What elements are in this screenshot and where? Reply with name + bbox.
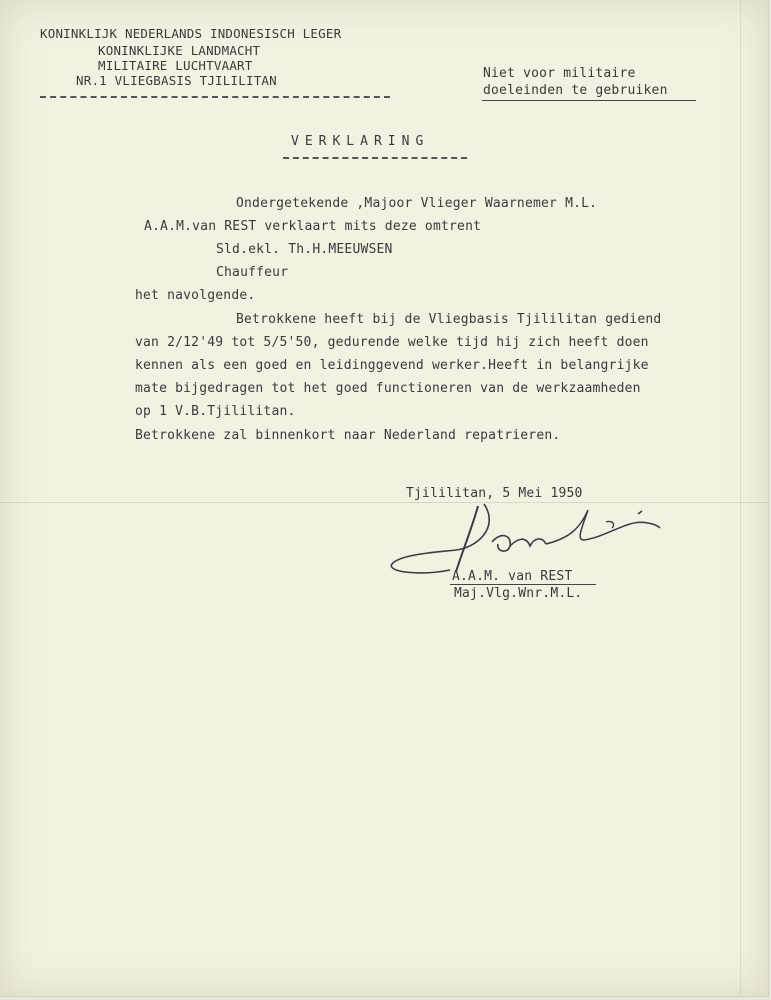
document-title: VERKLARING	[291, 134, 430, 149]
letterhead-line-1: KONINKLIJK NEDERLANDS INDONESISCH LEGER	[40, 26, 342, 41]
body-line-6: Betrokkene heeft bij de Vliegbasis Tjililitan gediend	[236, 312, 662, 327]
letterhead-line-4: NR.1 VLIEGBASIS TJILILITAN	[76, 73, 277, 88]
notice-line-2: doeleinden te gebruiken	[483, 83, 668, 98]
body-line-8: kennen als een goed en leidinggevend werker.Heeft in belangrijke	[135, 358, 649, 373]
notice-line-1: Niet voor militaire	[483, 66, 636, 81]
title-underline	[283, 157, 467, 159]
body-line-3: Sld.ekl. Th.H.MEEUWSEN	[216, 242, 393, 257]
signatory-rank: Maj.Vlg.Wnr.M.L.	[454, 586, 583, 601]
signatory-name: A.A.M. van REST	[452, 569, 573, 584]
body-line-10: op 1 V.B.Tjililitan.	[135, 404, 296, 419]
place-date: Tjililitan, 5 Mei 1950	[406, 486, 583, 501]
body-line-2: A.A.M.van REST verklaart mits deze omtrent	[144, 219, 482, 234]
body-line-9: mate bijgedragen tot het goed functioneren van de werkzaamheden	[135, 381, 641, 396]
paper-fold-vertical	[740, 0, 741, 996]
body-line-7: van 2/12'49 tot 5/5'50, gedurende welke tijd hij zich heeft doen	[135, 335, 649, 350]
notice-underline	[482, 100, 696, 101]
letterhead-line-2: KONINKLIJKE LANDMACHT	[98, 43, 261, 58]
signatory-underline	[450, 584, 596, 585]
body-line-1: Ondergetekende ,Majoor Vlieger Waarnemer M.L.	[236, 196, 598, 211]
body-line-11: Betrokkene zal binnenkort naar Nederland repatrieren.	[135, 428, 561, 443]
body-line-4: Chauffeur	[216, 265, 289, 280]
letterhead-rule	[40, 96, 390, 98]
letterhead-line-3: MILITAIRE LUCHTVAART	[98, 58, 253, 73]
body-line-5: het navolgende.	[135, 288, 256, 303]
